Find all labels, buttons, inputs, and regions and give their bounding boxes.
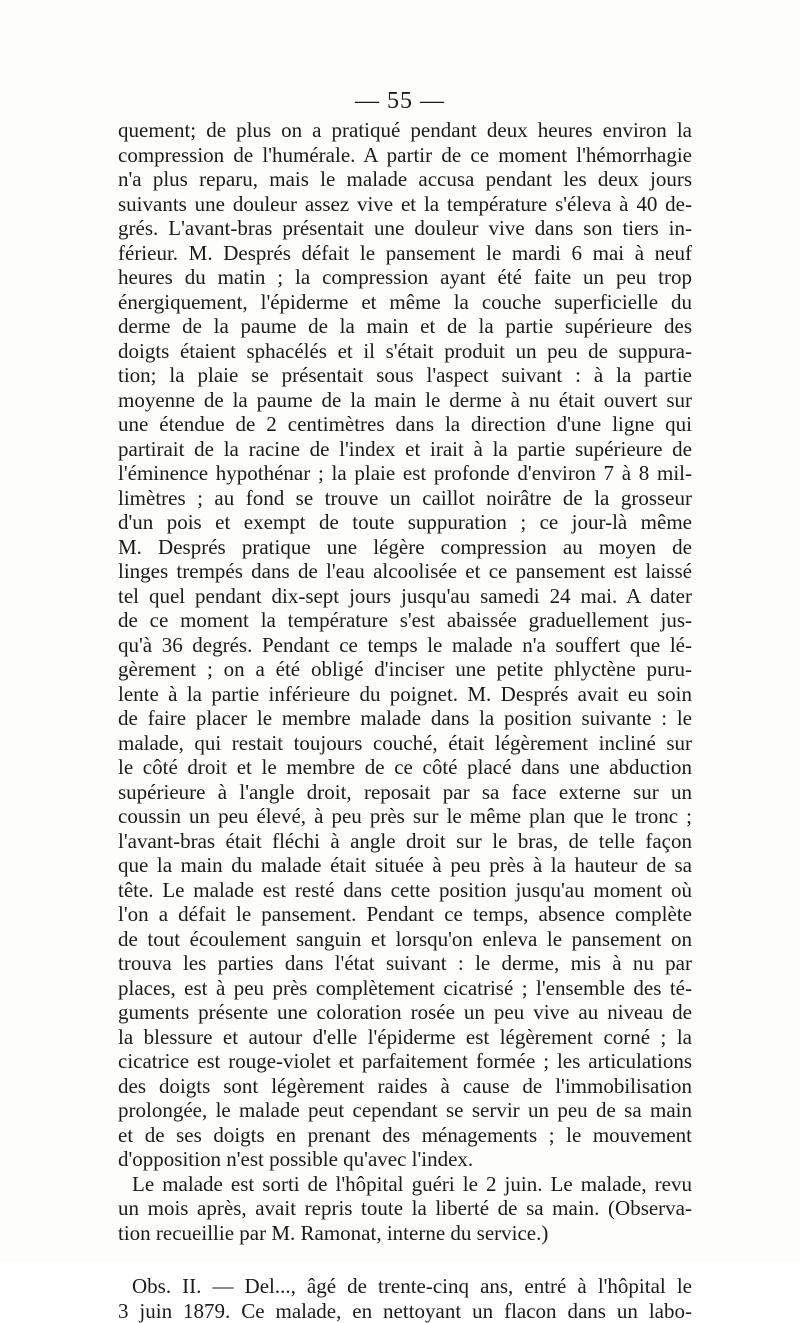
text-line: une étendue de 2 centimètres dans la direction d'une ligne qui — [118, 412, 692, 437]
text-line: compression de l'humérale. A partir de ce moment l'hémorrhagie — [118, 143, 692, 168]
text-line: lente à la partie inférieure du poignet. M. Després avait eu soin — [118, 682, 692, 707]
text-line: heures du matin ; la compression ayant été faite un peu trop — [118, 265, 692, 290]
text-line: tel quel pendant dix-sept jours jusqu'au samedi 24 mai. A dater — [118, 584, 692, 609]
text-line: tion; la plaie se présentait sous l'aspect suivant : à la partie — [118, 363, 692, 388]
text-line: coussin un peu élevé, à peu près sur le même plan que le tronc ; — [118, 804, 692, 829]
text-line: malade, qui restait toujours couché, était légèrement incliné sur — [118, 731, 692, 756]
text-line: tion recueillie par M. Ramonat, interne du service.) — [118, 1221, 692, 1246]
text-line: guments présente une coloration rosée un peu vive au niveau de — [118, 1000, 692, 1025]
text-line: M. Després pratique une légère compression au moyen de — [118, 535, 692, 560]
text-line: grés. L'avant-bras présentait une douleur vive dans son tiers in- — [118, 216, 692, 241]
page-number: — 55 — — [0, 88, 800, 115]
text-line: de faire placer le membre malade dans la position suivante : le — [118, 706, 692, 731]
text-line: places, est à peu près complètement cicatrisé ; l'ensemble des té- — [118, 976, 692, 1001]
text-line: Le malade est sorti de l'hôpital guéri le 2 juin. Le malade, revu — [118, 1172, 692, 1197]
text-line: d'un pois et exempt de toute suppuration ; ce jour-là même — [118, 510, 692, 535]
text-line: des doigts sont légèrement raides à cause de l'immobilisation — [118, 1074, 692, 1099]
text-line: derme de la paume de la main et de la partie supérieure des — [118, 314, 692, 339]
text-line: Obs. II. — Del..., âgé de trente-cinq ans, entré à l'hôpital le — [118, 1274, 692, 1299]
text-line: prolongée, le malade peut cependant se servir un peu de sa main — [118, 1098, 692, 1123]
text-line: 3 juin 1879. Ce malade, en nettoyant un flacon dans un labo- — [118, 1299, 692, 1323]
text-line: férieur. M. Després défait le pansement le mardi 6 mai à neuf — [118, 241, 692, 266]
paragraph — [118, 1274, 692, 1323]
text-line: limètres ; au fond se trouve un caillot noirâtre de la grosseur — [118, 486, 692, 511]
text-line: énergiquement, l'épiderme et même la couche superficielle du — [118, 290, 692, 315]
text-line: n'a plus reparu, mais le malade accusa pendant les deux jours — [118, 167, 692, 192]
text-line: que la main du malade était située à peu près à la hauteur de sa — [118, 853, 692, 878]
paragraph-spacer — [118, 1245, 692, 1274]
text-line: trouva les parties dans l'état suivant : le derme, mis à nu par — [118, 951, 692, 976]
text-line: tête. Le malade est resté dans cette position jusqu'au moment où — [118, 878, 692, 903]
text-line: suivants une douleur assez vive et la température s'éleva à 40 de- — [118, 192, 692, 217]
text-line: partirait de la racine de l'index et irait à la partie supérieure de — [118, 437, 692, 462]
text-line: de ce moment la température s'est abaissée graduellement jus- — [118, 608, 692, 633]
text-line: cicatrice est rouge-violet et parfaitement formée ; les articulations — [118, 1049, 692, 1074]
text-line: moyenne de la paume de la main le derme à nu était ouvert sur — [118, 388, 692, 413]
text-line: de tout écoulement sanguin et lorsqu'on enleva le pansement on — [118, 927, 692, 952]
text-line: gèrement ; on a été obligé d'inciser une petite phlyctène puru- — [118, 657, 692, 682]
text-line: l'avant-bras était fléchi à angle droit sur le bras, de telle façon — [118, 829, 692, 854]
text-line: la blessure et autour d'elle l'épiderme est légèrement corné ; la — [118, 1025, 692, 1050]
paragraph — [118, 1172, 692, 1246]
text-line: supérieure à l'angle droit, reposait par sa face externe sur un — [118, 780, 692, 805]
paragraph — [118, 118, 692, 1172]
body-text — [118, 118, 692, 1323]
text-line: l'éminence hypothénar ; la plaie est profonde d'environ 7 à 8 mil- — [118, 461, 692, 486]
text-line: linges trempés dans de l'eau alcoolisée et ce pansement est laissé — [118, 559, 692, 584]
text-line: doigts étaient sphacélés et il s'était produit un peu de suppura- — [118, 339, 692, 364]
text-line: d'opposition n'est possible qu'avec l'index. — [118, 1147, 692, 1172]
text-line: le côté droit et le membre de ce côté placé dans une abduction — [118, 755, 692, 780]
text-line: l'on a défait le pansement. Pendant ce temps, absence complète — [118, 902, 692, 927]
text-line: qu'à 36 degrés. Pendant ce temps le malade n'a souffert que lé- — [118, 633, 692, 658]
text-line: un mois après, avait repris toute la liberté de sa main. (Observa- — [118, 1196, 692, 1221]
text-line: quement; de plus on a pratiqué pendant deux heures environ la — [118, 118, 692, 143]
text-line: et de ses doigts en prenant des ménagements ; le mouvement — [118, 1123, 692, 1148]
